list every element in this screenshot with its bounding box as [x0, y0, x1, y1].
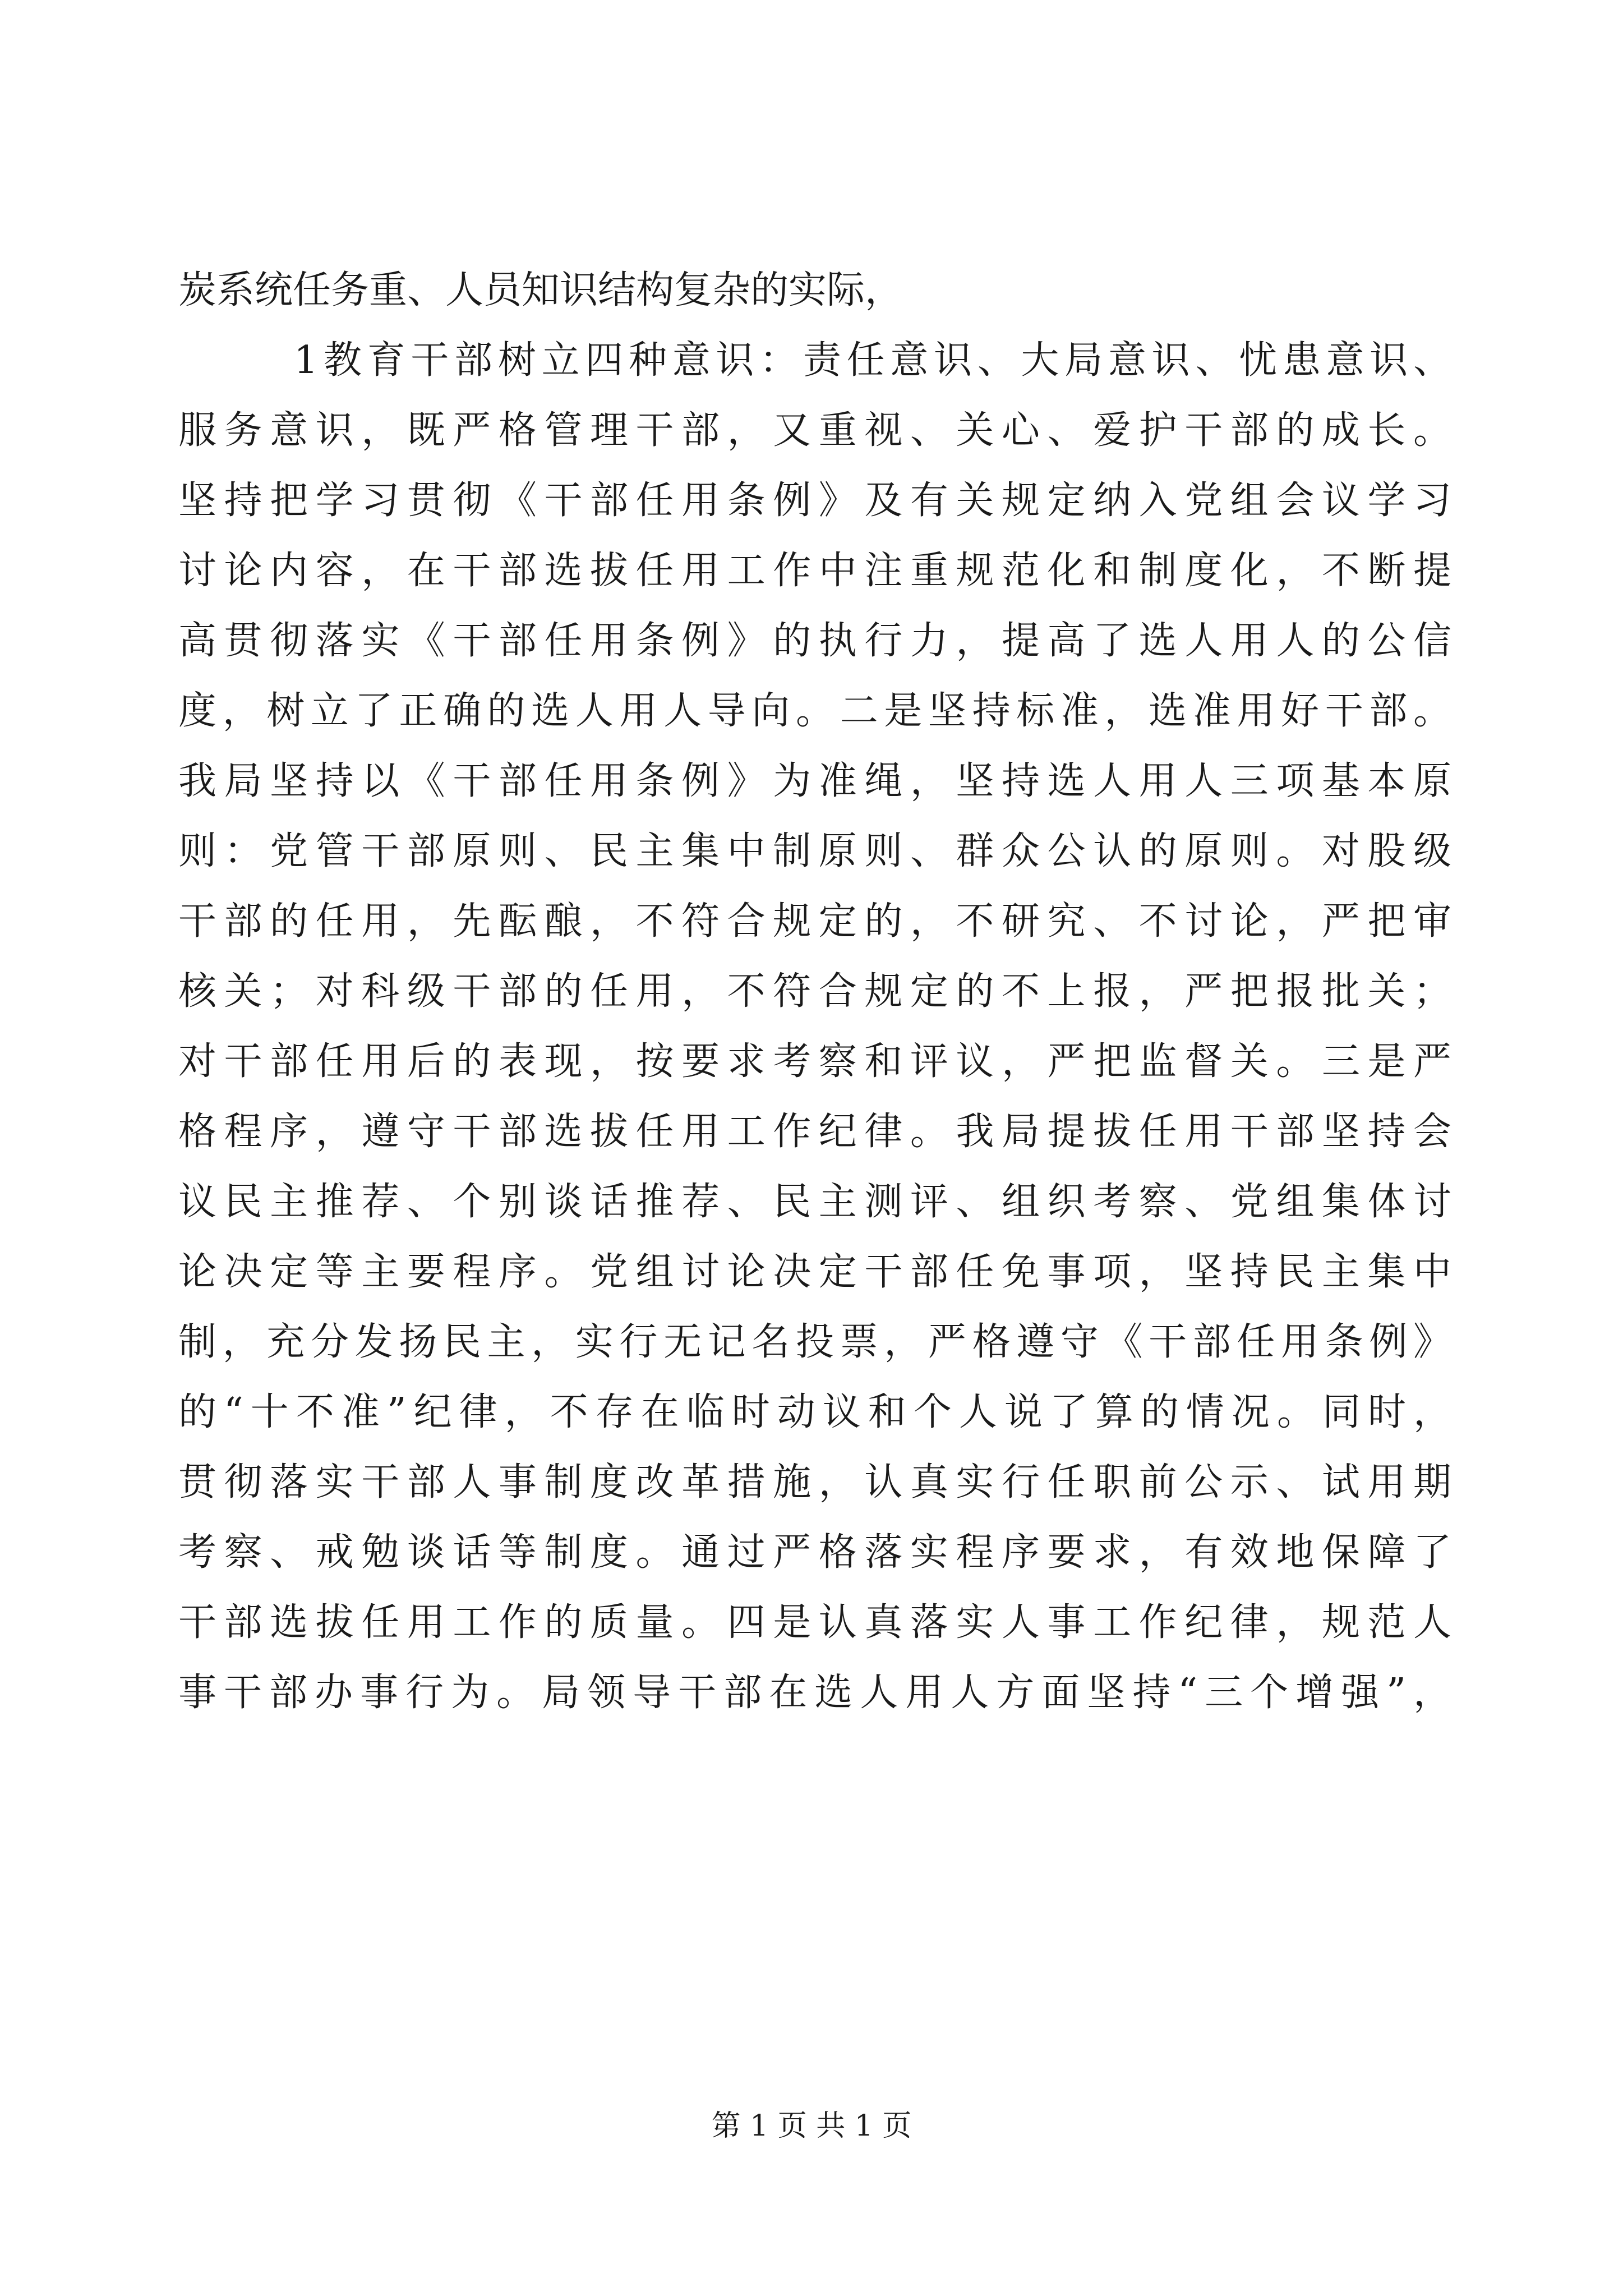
text-line: 贯彻落实干部人事制度改革措施，认真实行任职前公示、试用期	[178, 1460, 1451, 1504]
page-number-footer: 第 1 页 共 1 页	[711, 2109, 912, 2143]
text-line: 度，树立了正确的选人用人导向。二是坚持标准，选准用好干部。	[178, 689, 1451, 733]
text-line: 议民主推荐、个别谈话推荐、民主测评、组织考察、党组集体讨	[178, 1180, 1451, 1224]
text-line: 核关；对科级干部的任用，不符合规定的不上报，严把报批关；	[178, 969, 1451, 1014]
text-line: 则：党管干部原则、民主集中制原则、群众公认的原则。对股级	[178, 829, 1451, 873]
text-line: 坚持把学习贯彻《干部任用条例》及有关规定纳入党组会议学习	[178, 478, 1451, 523]
text-line: 我局坚持以《干部任用条例》为准绳，坚持选人用人三项基本原	[178, 759, 1451, 803]
text-line: 考察、戒勉谈话等制度。通过严格落实程序要求，有效地保障了	[178, 1530, 1451, 1575]
document-body	[178, 255, 1451, 1728]
text-line: 对干部任用后的表现，按要求考察和评议，严把监督关。三是严	[178, 1039, 1451, 1084]
text-line: 制，充分发扬民主，实行无记名投票，严格遵守《干部任用条例》	[178, 1320, 1451, 1364]
text-line: 讨论内容，在干部选拔任用工作中注重规范化和制度化，不断提	[178, 549, 1451, 593]
text-line: 论决定等主要程序。党组讨论决定干部任免事项，坚持民主集中	[178, 1250, 1451, 1294]
text-line: 的“十不准”纪律，不存在临时动议和个人说了算的情况。同时，	[178, 1390, 1451, 1434]
text-line: 干部选拔任用工作的质量。四是认真落实人事工作纪律，规范人	[178, 1600, 1451, 1645]
text-line: 干部的任用，先酝酿，不符合规定的，不研究、不讨论，严把审	[178, 899, 1451, 944]
text-line: 服务意识，既严格管理干部，又重视、关心、爱护干部的成长。	[178, 408, 1451, 453]
text-line: 1教育干部树立四种意识：责任意识、大局意识、忧患意识、	[294, 338, 1451, 383]
text-line: 炭系统任务重、人员知识结构复杂的实际，	[178, 268, 903, 312]
text-line: 格程序，遵守干部选拔任用工作纪律。我局提拔任用干部坚持会	[178, 1110, 1451, 1154]
text-line: 事干部办事行为。局领导干部在选人用人方面坚持“三个增强”，	[178, 1671, 1451, 1715]
text-line: 高贯彻落实《干部任用条例》的执行力，提高了选人用人的公信	[178, 619, 1451, 663]
